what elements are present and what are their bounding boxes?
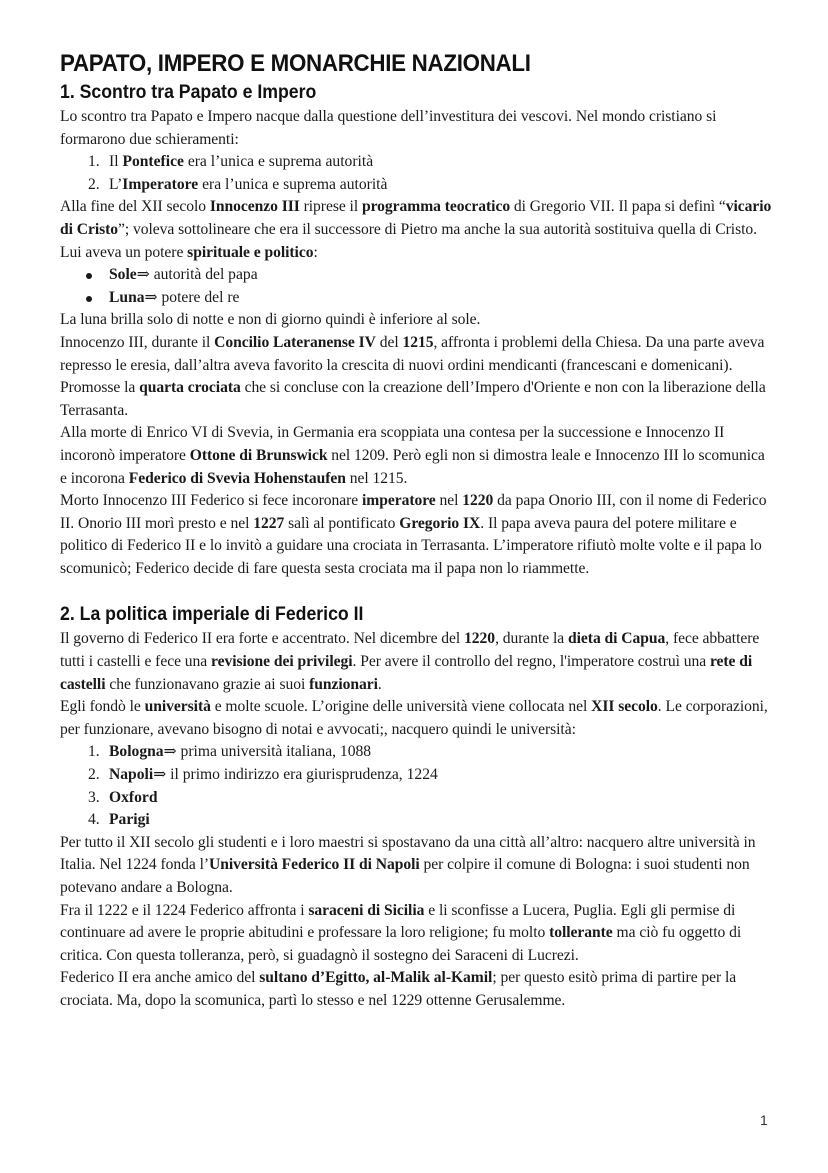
list-item [60, 741, 775, 764]
text-run: ⇒ prima università italiana, 1088 [163, 743, 372, 761]
text-run: Morto Innocenzo III Federico si fece incoronare [60, 492, 362, 510]
bold-text: Università Federico II di Napoli [209, 856, 420, 874]
bold-text: saraceni di Sicilia [308, 901, 425, 919]
bold-text: dieta di Capua [568, 630, 666, 648]
bullet-icon [86, 296, 92, 302]
list-number: 4. [88, 811, 100, 829]
text-run: La luna brilla solo di notte e non di giorno quindi è inferiore al sole. [60, 311, 481, 329]
text-run: ⇒ autorità del papa [136, 266, 258, 284]
bullet-list [60, 264, 775, 309]
list-number: 1. [88, 153, 100, 171]
text-run: Alla fine del XII secolo [60, 198, 210, 216]
bullet-icon [86, 273, 92, 279]
paragraph [60, 196, 775, 241]
text-run: che funzionavano grazie ai suoi [105, 675, 310, 693]
bold-text: sultano d’Egitto, al-Malik al-Kamil [259, 969, 493, 987]
text-run: Egli fondò le [60, 698, 145, 716]
paragraph [60, 696, 775, 741]
list-item [60, 174, 775, 197]
bold-text: funzionari [309, 675, 378, 693]
text-run: riprese il [299, 198, 362, 216]
text-run: . Le corporazioni, per funzionare, avevano bisogno di notai e avvocati;, nacquero quindi le università: [60, 698, 768, 738]
text-run: Il governo di Federico II era forte e accentrato. Nel dicembre del [60, 630, 465, 648]
paragraph [60, 332, 775, 422]
paragraph [60, 106, 775, 151]
bold-text: Innocenzo III [209, 198, 300, 216]
list-item [60, 287, 775, 310]
text-run: : [313, 243, 318, 261]
text-run: di Gregorio VII. Il papa si definì “ [510, 198, 726, 216]
list-item [60, 787, 775, 810]
section-scontro-papato-impero [60, 80, 775, 580]
bold-text: revisione dei privilegi [211, 653, 353, 671]
text-run: . Il papa aveva paura del potere militare e politico di Federico II e lo invitò a guidare una crociata in Terrasanta. L’imperatore rifiutò molte volte e il papa lo scomunicò; Federico decide di fare questa sesta crociata ma il papa non lo riammette. [60, 514, 762, 577]
list-item [60, 151, 775, 174]
text-run: , affronta i problemi della Chiesa. Da una parte aveva represso le eresia, dall’altra aveva favorito la crescita di nuovi ordini mendicanti (francescani e domenicani). Promosse la [60, 333, 765, 397]
paragraph [60, 832, 775, 900]
text-run: che si concluse con la creazione dell’Impero d'Oriente e non con la liberazione della Terrasanta. [60, 379, 766, 419]
paragraph [60, 628, 775, 696]
text-run: per colpire il comune di Bologna: i suoi studenti non potevano andare a Bologna. [60, 856, 750, 896]
bold-text: XII secolo [591, 698, 658, 716]
text-run: , fece abbattere tutti i castelli e fece una [60, 630, 760, 671]
text-run: Lo scontro tra Papato e Impero nacque dalla questione dell’investitura dei vescovi. Nel mondo cristiano si formarono due schieramenti: [60, 108, 717, 148]
text-run: era l’unica e suprema autorità [183, 153, 374, 171]
text-run: Federico II era anche amico del [60, 969, 260, 987]
text-run: Fra il 1222 e il 1224 Federico affronta i [60, 901, 309, 919]
section-body [60, 106, 775, 580]
text-run: nel 1215. [345, 469, 408, 487]
document-title: PAPATO, IMPERO E MONARCHIE NAZIONALI [60, 50, 531, 77]
list-number: 1. [88, 743, 100, 761]
bold-text: Bologna [109, 743, 164, 761]
bold-text: tollerante [549, 924, 613, 942]
bold-text: Gregorio IX [399, 514, 481, 532]
bold-text: spirituale e politico [187, 243, 314, 261]
section-heading: 2. La politica imperiale di Federico II [60, 604, 364, 626]
text-run: e molte scuole. L’origine delle università viene collocata nel [210, 698, 592, 716]
text-run: ”; voleva sottolineare che era il successore di Pietro ma anche la sua autorità sostituiva quella di Cristo. [118, 220, 757, 238]
text-run: Innocenzo III, durante il [60, 333, 215, 351]
bold-text: Luna [109, 288, 145, 306]
paragraph [60, 900, 775, 968]
text-run: ⇒ potere del re [144, 288, 240, 306]
bold-text: Imperatore [122, 175, 199, 193]
bold-text: Ottone di Brunswick [189, 446, 328, 464]
text-run: nel [435, 492, 463, 510]
bold-text: Pontefice [122, 153, 184, 171]
text-run: ma ciò fu oggetto di critica. Con questa tolleranza, però, si guadagnò il sostegno dei Saraceni di Lucrezi. [60, 924, 742, 964]
list-item [60, 764, 775, 787]
bold-text: Sole [109, 266, 137, 284]
list-number: 3. [88, 788, 100, 806]
list-number: 2. [88, 175, 100, 193]
document-page [60, 48, 775, 1013]
bold-text: vicario di Cristo [60, 198, 772, 238]
bold-text: università [144, 698, 211, 716]
bold-text: Concilio Lateranense IV [214, 333, 376, 351]
text-run: salì al pontificato [284, 514, 400, 532]
bold-text: rete di castelli [60, 653, 753, 693]
text-run: da papa Onorio III, con il nome di Federico II. Onorio III morì presto e nel [60, 492, 767, 532]
page-number: 1 [760, 1112, 768, 1128]
paragraph [60, 967, 775, 1012]
bold-text: 1215 [402, 333, 434, 351]
paragraph [60, 422, 775, 490]
text-run: , durante la [495, 630, 569, 648]
text-run: L’ [109, 175, 123, 193]
bold-text: imperatore [361, 492, 436, 510]
text-run: era l’unica e suprema autorità [198, 175, 388, 193]
paragraph [60, 309, 775, 332]
text-run: nel 1209. Però egli non si dimostra leale e Innocenzo III lo scomunica e incorona [60, 446, 765, 487]
section-body [60, 628, 775, 1012]
text-run: . Per avere il controllo del regno, l'imperatore costruì una [352, 653, 710, 671]
text-run: ; per questo esitò prima di partire per la crociata. Ma, dopo la scomunica, partì lo stesso e nel 1229 ottenne Gerusalemme. [60, 969, 737, 1009]
list-item [60, 809, 775, 832]
list-item [60, 264, 775, 287]
bold-text: Oxford [109, 788, 158, 806]
bold-text: 1220 [464, 630, 496, 648]
text-run: Il [109, 153, 123, 171]
section-heading: 1. Scontro tra Papato e Impero [60, 82, 317, 103]
bold-text: 1227 [253, 514, 285, 532]
text-run: Per tutto il XII secolo gli studenti e i loro maestri si spostavano da una città all’altro: nacquero altre università in Italia. Nel 1224 fonda l’ [60, 833, 756, 874]
bold-text: quarta crociata [139, 379, 241, 397]
text-run: . [377, 675, 382, 693]
text-run: del [375, 333, 403, 351]
bold-text: Parigi [109, 811, 150, 829]
text-run: e li sconfisse a Lucera, Puglia. Egli gli permise di continuare ad avere le proprie abitudini e professare la loro religione; fu molto [60, 901, 736, 942]
text-run: ⇒ il primo indirizzo era giurisprudenza, 1224 [153, 766, 438, 784]
bold-text: 1220 [462, 492, 494, 510]
text-run: Lui aveva un potere [60, 243, 188, 261]
paragraph [60, 242, 775, 265]
list-number: 2. [88, 766, 100, 784]
section-politica-federico-ii [60, 602, 775, 1012]
bold-text: Federico di Svevia Hohenstaufen [128, 469, 346, 487]
text-run: Alla morte di Enrico VI di Svevia, in Germania era scoppiata una contesa per la successione e Innocenzo II incoronò imperatore [60, 424, 725, 464]
bold-text: programma teocratico [361, 198, 511, 216]
numbered-list [60, 151, 775, 196]
numbered-list [60, 741, 775, 831]
bold-text: Napoli [109, 766, 154, 784]
paragraph [60, 490, 775, 580]
